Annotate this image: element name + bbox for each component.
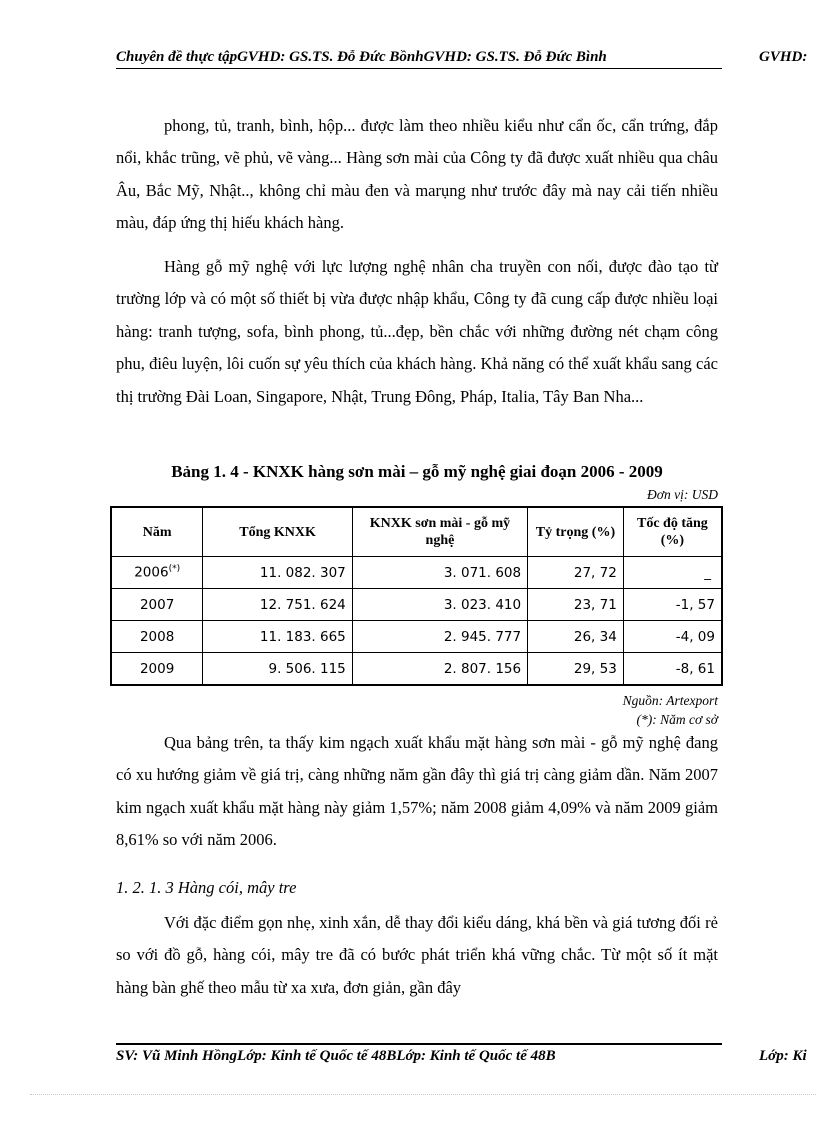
page-bottom-divider xyxy=(30,1094,816,1095)
cell-year: 2009 xyxy=(111,653,203,686)
footer-rule xyxy=(116,1043,722,1045)
cell-total: 9. 506. 115 xyxy=(203,653,352,686)
cell-total: 11. 183. 665 xyxy=(203,621,352,653)
col-header-growth: Tốc độ tăng (%) xyxy=(623,507,722,557)
cell-lacquer: 3. 071. 608 xyxy=(352,557,527,589)
footer-text: SV: Vũ Minh HồngLớp: Kinh tế Quốc tế 48BLớp: Kinh tế Quốc tế 48B xyxy=(116,1048,556,1064)
cell-share: 27, 72 xyxy=(528,557,624,589)
page-footer xyxy=(116,1048,816,1070)
table-row xyxy=(111,653,722,686)
table-unit: Đơn vị: USD xyxy=(647,487,718,502)
cell-total: 12. 751. 624 xyxy=(203,589,352,621)
table-header-row xyxy=(111,507,722,557)
table-note: (*): Năm cơ sở xyxy=(636,712,718,727)
cell-share: 26, 34 xyxy=(528,621,624,653)
header-right-text: GVHD: xyxy=(759,49,808,65)
table-row xyxy=(111,557,722,589)
cell-growth: -8, 61 xyxy=(623,653,722,686)
paragraph-wood-products: Hàng gỗ mỹ nghệ với lực lượng nghệ nhân cha truyền con nối, được đào tạo từ trường lớp và có một số thiết bị vừa được nhập khẩu, Công ty đã cung cấp được nhiều loại hàng: tranh tượng, sofa, bình phong, tủ...đẹp, bền chắc với những đường nét chạm công phu, điêu luyện, lôi cuốn sự yêu thích của khách hàng. Khả năng có thể xuất khẩu sang các thị trường Đài Loan, Singapore, Nhật, Trung Đông, Pháp, Italia, Tây Ban Nha... xyxy=(116,257,718,406)
cell-share: 29, 53 xyxy=(528,653,624,686)
table-row xyxy=(111,621,722,653)
cell-year: 2008 xyxy=(111,621,203,653)
export-table xyxy=(110,506,723,686)
table-title: Bảng 1. 4 - KNXK hàng sơn mài – gỗ mỹ nghệ giai đoạn 2006 - 2009 xyxy=(171,462,663,481)
paragraph-table-analysis: Qua bảng trên, ta thấy kim ngạch xuất khẩu mặt hàng sơn mài - gỗ mỹ nghệ đang có xu hướng giảm về giá trị, càng những năm gần đây thì giá trị càng giảm dần. Năm 2007 kim ngạch xuất khẩu mặt hàng này giảm 1,57%; năm 2008 giảm 4,09% và năm 2009 giảm 8,61% so với năm 2006. xyxy=(116,733,718,850)
cell-growth: _ xyxy=(623,557,722,589)
paragraph-lacquer-products: phong, tủ, tranh, bình, hộp... được làm theo nhiều kiểu như cẩn ốc, cẩn trứng, đắp nổi, khắc trũng, vẽ phủ, vẽ vàng... Hàng sơn mài của Công ty đã được xuất nhiều qua châu Âu, Bắc Mỹ, Nhật.., không chỉ màu đen và marụng như trước đây mà nay cải tiến nhiều màu, đáp ứng thị hiếu khách hàng. xyxy=(116,116,718,233)
base-year-mark: (*) xyxy=(168,564,181,575)
col-header-lacquer: KNXK sơn mài - gỗ mỹ nghệ xyxy=(352,507,527,557)
cell-growth: -4, 09 xyxy=(623,621,722,653)
cell-growth: -1, 57 xyxy=(623,589,722,621)
paragraph-rattan-products: Với đặc điểm gọn nhẹ, xinh xắn, dễ thay đổi kiểu dáng, khá bền và giá tương đối rẻ so với đồ gỗ, hàng cói, mây tre đã có bước phát triển khá vững chắc. Từ một số ít mặt hàng bàn ghế theo mẫu từ xa xưa, đơn giản, gần đây xyxy=(116,913,718,997)
cell-lacquer: 2. 945. 777 xyxy=(352,621,527,653)
table-source: Nguồn: Artexport xyxy=(622,693,718,708)
table-row xyxy=(111,589,722,621)
header-rule xyxy=(116,68,722,69)
cell-share: 23, 71 xyxy=(528,589,624,621)
col-header-total: Tổng KNXK xyxy=(203,507,352,557)
cell-lacquer: 3. 023. 410 xyxy=(352,589,527,621)
cell-year: 2006(*) xyxy=(111,557,203,589)
footer-right-text: Lớp: Ki xyxy=(759,1048,807,1064)
cell-year: 2007 xyxy=(111,589,203,621)
col-header-year: Năm xyxy=(111,507,203,557)
cell-total: 11. 082. 307 xyxy=(203,557,352,589)
section-heading: 1. 2. 1. 3 Hàng cói, mây tre xyxy=(116,878,297,897)
col-header-share: Tỷ trọng (%) xyxy=(528,507,624,557)
cell-lacquer: 2. 807. 156 xyxy=(352,653,527,686)
header-text: Chuyên đề thực tậpGVHD: GS.TS. Đỗ Đức BồnhGVHD: GS.TS. Đỗ Đức Bình xyxy=(116,49,607,65)
